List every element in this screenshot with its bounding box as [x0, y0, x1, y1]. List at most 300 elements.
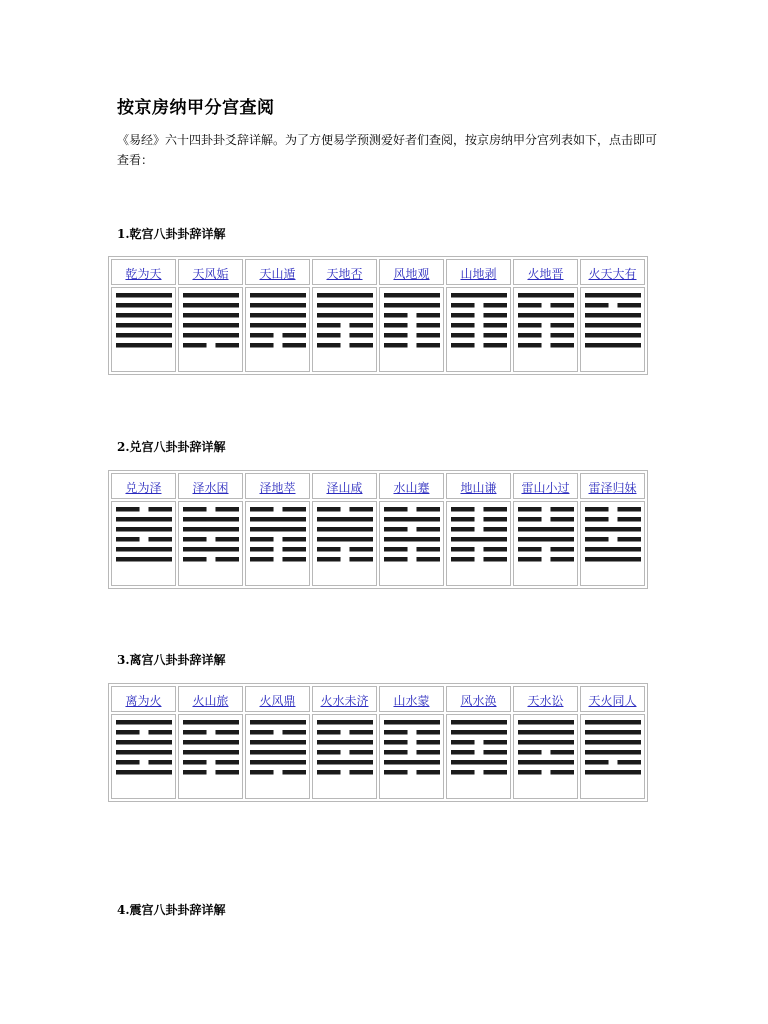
yin-line — [550, 343, 574, 348]
yang-line — [250, 303, 306, 308]
yin-line — [617, 537, 641, 542]
hexagram-link[interactable]: 泽水困 — [192, 480, 229, 495]
hexagram-symbol — [115, 288, 173, 360]
yang-line — [384, 293, 440, 298]
hexagram-link[interactable]: 风地观 — [393, 266, 430, 281]
yang-line — [451, 760, 507, 765]
yang-line — [585, 547, 641, 552]
hexagram-symbol — [249, 502, 307, 574]
yin-line — [317, 507, 341, 512]
yang-line — [317, 740, 373, 745]
yin-line — [550, 547, 574, 552]
yang-line — [451, 720, 507, 725]
yang-line — [518, 527, 574, 532]
yin-line — [617, 507, 641, 512]
hexagram-table-li — [108, 683, 648, 802]
yang-line — [250, 527, 306, 532]
yin-line — [585, 537, 609, 542]
hexagram-figure-cell — [178, 287, 243, 372]
hexagram-link[interactable]: 雷泽归妹 — [588, 480, 637, 495]
hexagram-link[interactable]: 风水涣 — [460, 693, 497, 708]
hexagram-link[interactable]: 水山蹇 — [393, 480, 430, 495]
yin-line — [585, 507, 609, 512]
hexagram-name-cell — [312, 259, 377, 285]
hexagram-name-cell — [513, 686, 578, 712]
yang-line — [317, 303, 373, 308]
yang-line — [183, 517, 239, 522]
yin-line — [183, 343, 207, 348]
hexagram-link[interactable]: 山水蒙 — [393, 693, 430, 708]
hexagram-name-cell — [446, 259, 511, 285]
hexagram-name-cell — [446, 473, 511, 499]
yin-line — [349, 343, 373, 348]
yang-line — [183, 313, 239, 318]
yin-line — [317, 557, 341, 562]
yin-line — [282, 333, 306, 338]
yin-line — [384, 507, 408, 512]
yin-line — [451, 557, 475, 562]
section-heading-dui: 2.兑宫八卦卦辞详解 — [117, 440, 226, 454]
yin-line — [349, 323, 373, 328]
hexagram-figure-cell — [379, 501, 444, 586]
yang-line — [250, 720, 306, 725]
hexagram-symbol — [383, 502, 441, 574]
yang-line — [585, 333, 641, 338]
hexagram-link[interactable]: 离为火 — [125, 693, 162, 708]
yin-line — [518, 343, 542, 348]
yin-line — [116, 730, 140, 735]
yang-line — [116, 750, 172, 755]
yang-line — [451, 293, 507, 298]
yang-line — [585, 770, 641, 775]
yang-line — [116, 313, 172, 318]
yin-line — [483, 323, 507, 328]
yin-line — [550, 333, 574, 338]
yang-line — [384, 760, 440, 765]
hexagram-name-cell — [111, 473, 176, 499]
hexagram-symbol — [249, 288, 307, 360]
yin-line — [384, 333, 408, 338]
yang-line — [384, 303, 440, 308]
yin-line — [483, 343, 507, 348]
yin-line — [215, 507, 239, 512]
yin-line — [518, 770, 542, 775]
yang-line — [384, 537, 440, 542]
yin-line — [250, 333, 274, 338]
yin-line — [451, 343, 475, 348]
yin-line — [384, 527, 408, 532]
yin-line — [518, 333, 542, 338]
yin-line — [215, 760, 239, 765]
hexagram-figure-cell — [178, 501, 243, 586]
hexagram-symbol — [316, 715, 374, 787]
hexagram-figure-cell — [245, 501, 310, 586]
hexagram-name-cell — [379, 473, 444, 499]
yin-line — [550, 557, 574, 562]
yang-line — [518, 293, 574, 298]
yang-line — [585, 557, 641, 562]
hexagram-name-cell — [446, 686, 511, 712]
yin-line — [250, 343, 274, 348]
yin-line — [250, 730, 274, 735]
yin-line — [451, 313, 475, 318]
yin-line — [416, 507, 440, 512]
hexagram-table-qian — [108, 256, 648, 375]
yang-line — [116, 323, 172, 328]
yang-line — [183, 527, 239, 532]
yin-line — [416, 750, 440, 755]
yang-line — [183, 333, 239, 338]
yang-line — [116, 333, 172, 338]
yin-line — [451, 547, 475, 552]
hexagram-name-cell — [312, 686, 377, 712]
yin-line — [215, 770, 239, 775]
yang-line — [116, 720, 172, 725]
yin-line — [250, 537, 274, 542]
yin-line — [282, 557, 306, 562]
hexagram-figure-cell — [379, 714, 444, 799]
yin-line — [550, 770, 574, 775]
yang-line — [116, 293, 172, 298]
hexagram-figure-cell — [580, 501, 645, 586]
yang-line — [250, 293, 306, 298]
yang-line — [183, 293, 239, 298]
yin-line — [483, 547, 507, 552]
yin-line — [349, 750, 373, 755]
hexagram-symbol — [584, 502, 642, 574]
yang-line — [585, 343, 641, 348]
yang-line — [116, 517, 172, 522]
yin-line — [215, 557, 239, 562]
yang-line — [384, 517, 440, 522]
hexagram-link[interactable]: 天水讼 — [527, 693, 564, 708]
yang-line — [250, 760, 306, 765]
hexagram-link[interactable]: 山地剥 — [460, 266, 497, 281]
hexagram-link[interactable]: 雷山小过 — [521, 480, 570, 495]
hexagram-symbol — [450, 715, 508, 787]
yin-line — [116, 760, 140, 765]
yin-line — [183, 537, 207, 542]
hexagram-link[interactable]: 天风姤 — [192, 266, 229, 281]
yin-line — [148, 730, 172, 735]
hexagram-link[interactable]: 火风鼎 — [259, 693, 296, 708]
hexagram-symbol — [182, 502, 240, 574]
hexagram-symbol — [383, 288, 441, 360]
hexagram-name-cell — [111, 259, 176, 285]
yin-line — [585, 760, 609, 765]
yin-line — [617, 760, 641, 765]
hexagram-figure-cell — [312, 714, 377, 799]
yang-line — [317, 720, 373, 725]
yang-line — [518, 760, 574, 765]
yin-line — [183, 730, 207, 735]
yang-line — [116, 303, 172, 308]
yin-line — [116, 537, 140, 542]
yin-line — [148, 760, 172, 765]
hexagram-link[interactable]: 天火同人 — [588, 693, 637, 708]
yin-line — [550, 517, 574, 522]
hexagram-name-cell — [580, 259, 645, 285]
yin-line — [416, 323, 440, 328]
yin-line — [483, 557, 507, 562]
hexagram-link[interactable]: 地山谦 — [460, 480, 497, 495]
yang-line — [183, 323, 239, 328]
yin-line — [483, 333, 507, 338]
yin-line — [451, 527, 475, 532]
hexagram-symbol — [249, 715, 307, 787]
hexagram-link[interactable]: 乾为天 — [125, 266, 162, 281]
hexagram-figure-cell — [245, 714, 310, 799]
yin-line — [518, 547, 542, 552]
yin-line — [384, 740, 408, 745]
yin-line — [451, 750, 475, 755]
yin-line — [518, 303, 542, 308]
yin-line — [250, 557, 274, 562]
yang-line — [116, 547, 172, 552]
yang-line — [585, 527, 641, 532]
yin-line — [550, 507, 574, 512]
yin-line — [483, 507, 507, 512]
hexagram-figure-cell — [446, 714, 511, 799]
yang-line — [585, 730, 641, 735]
yang-line — [585, 740, 641, 745]
yin-line — [183, 507, 207, 512]
hexagram-name-cell — [245, 259, 310, 285]
yin-line — [215, 730, 239, 735]
yin-line — [282, 547, 306, 552]
yin-line — [349, 730, 373, 735]
yin-line — [215, 537, 239, 542]
yin-line — [282, 770, 306, 775]
hexagram-link[interactable]: 兑为泽 — [125, 480, 162, 495]
yang-line — [317, 537, 373, 542]
hexagram-table-dui — [108, 470, 648, 589]
hexagram-symbol — [115, 715, 173, 787]
page-title: 按京房纳甲分宫查阅 — [117, 98, 275, 118]
yin-line — [483, 527, 507, 532]
yang-line — [183, 740, 239, 745]
hexagram-link[interactable]: 天地否 — [326, 266, 363, 281]
hexagram-link[interactable]: 泽山咸 — [326, 480, 363, 495]
yin-line — [451, 333, 475, 338]
yin-line — [518, 507, 542, 512]
yin-line — [349, 547, 373, 552]
hexagram-link[interactable]: 火山旅 — [192, 693, 229, 708]
hexagram-link[interactable]: 火水未济 — [320, 693, 369, 708]
yin-line — [384, 557, 408, 562]
hexagram-figure-cell — [178, 714, 243, 799]
yin-line — [617, 517, 641, 522]
hexagram-name-cell — [312, 473, 377, 499]
yin-line — [116, 507, 140, 512]
yang-line — [384, 720, 440, 725]
yang-line — [317, 527, 373, 532]
yin-line — [183, 770, 207, 775]
yang-line — [116, 557, 172, 562]
yin-line — [416, 730, 440, 735]
hexagram-symbol — [584, 715, 642, 787]
yang-line — [183, 547, 239, 552]
yin-line — [282, 343, 306, 348]
yin-line — [518, 517, 542, 522]
yin-line — [384, 750, 408, 755]
yin-line — [317, 770, 341, 775]
yin-line — [451, 740, 475, 745]
hexagram-link[interactable]: 天山遁 — [259, 266, 296, 281]
yin-line — [282, 730, 306, 735]
yang-line — [585, 750, 641, 755]
hexagram-symbol — [450, 502, 508, 574]
yin-line — [317, 333, 341, 338]
yin-line — [518, 557, 542, 562]
yin-line — [215, 343, 239, 348]
yin-line — [349, 557, 373, 562]
yang-line — [518, 740, 574, 745]
yang-line — [250, 740, 306, 745]
hexagram-name-cell — [379, 686, 444, 712]
hexagram-name-cell — [379, 259, 444, 285]
hexagram-figure-cell — [111, 287, 176, 372]
hexagram-name-cell — [178, 473, 243, 499]
hexagram-symbol — [316, 288, 374, 360]
hexagram-figure-cell — [513, 714, 578, 799]
yin-line — [317, 730, 341, 735]
yin-line — [585, 517, 609, 522]
yin-line — [250, 507, 274, 512]
yin-line — [416, 547, 440, 552]
hexagram-link[interactable]: 泽地萃 — [259, 480, 296, 495]
hexagram-name-cell — [245, 473, 310, 499]
yin-line — [317, 323, 341, 328]
yin-line — [483, 770, 507, 775]
hexagram-figure-cell — [580, 714, 645, 799]
yang-line — [250, 313, 306, 318]
hexagram-symbol — [115, 502, 173, 574]
hexagram-symbol — [517, 288, 575, 360]
yin-line — [183, 760, 207, 765]
hexagram-link[interactable]: 火地晋 — [527, 266, 564, 281]
yin-line — [282, 537, 306, 542]
yang-line — [183, 750, 239, 755]
hexagram-name-cell — [580, 473, 645, 499]
yin-line — [416, 313, 440, 318]
hexagram-symbol — [584, 288, 642, 360]
yin-line — [451, 517, 475, 522]
hexagram-name-cell — [513, 473, 578, 499]
yin-line — [148, 537, 172, 542]
yang-line — [250, 517, 306, 522]
hexagram-symbol — [316, 502, 374, 574]
yin-line — [384, 343, 408, 348]
yin-line — [282, 507, 306, 512]
yang-line — [518, 313, 574, 318]
yin-line — [183, 557, 207, 562]
yang-line — [518, 730, 574, 735]
yin-line — [317, 750, 341, 755]
hexagram-symbol — [450, 288, 508, 360]
yang-line — [518, 720, 574, 725]
yang-line — [451, 537, 507, 542]
yang-line — [585, 313, 641, 318]
yin-line — [384, 547, 408, 552]
hexagram-name-cell — [111, 686, 176, 712]
hexagram-figure-cell — [312, 501, 377, 586]
yang-line — [317, 760, 373, 765]
yin-line — [148, 507, 172, 512]
yin-line — [384, 730, 408, 735]
yin-line — [416, 770, 440, 775]
yang-line — [585, 720, 641, 725]
hexagram-figure-cell — [513, 501, 578, 586]
yin-line — [416, 740, 440, 745]
yin-line — [483, 750, 507, 755]
hexagram-figure-cell — [513, 287, 578, 372]
hexagram-figure-cell — [446, 287, 511, 372]
yang-line — [585, 293, 641, 298]
hexagram-link[interactable]: 火天大有 — [588, 266, 637, 281]
hexagram-symbol — [383, 715, 441, 787]
yang-line — [317, 313, 373, 318]
hexagram-figure-cell — [379, 287, 444, 372]
hexagram-symbol — [182, 288, 240, 360]
yin-line — [518, 750, 542, 755]
yin-line — [349, 770, 373, 775]
yin-line — [250, 547, 274, 552]
yin-line — [483, 740, 507, 745]
yang-line — [183, 720, 239, 725]
yin-line — [483, 517, 507, 522]
yin-line — [416, 527, 440, 532]
intro-paragraph: 《易经》六十四卦卦爻辞详解。为了方便易学预测爱好者们查阅，按京房纳甲分宫列表如下，点击即可查看： — [117, 133, 658, 167]
yang-line — [451, 730, 507, 735]
yang-line — [250, 323, 306, 328]
yin-line — [349, 333, 373, 338]
yin-line — [617, 303, 641, 308]
hexagram-name-cell — [245, 686, 310, 712]
yin-line — [384, 313, 408, 318]
yang-line — [116, 740, 172, 745]
yang-line — [250, 750, 306, 755]
hexagram-name-cell — [178, 686, 243, 712]
yin-line — [317, 343, 341, 348]
hexagram-figure-cell — [312, 287, 377, 372]
hexagram-figure-cell — [580, 287, 645, 372]
yin-line — [317, 547, 341, 552]
yang-line — [116, 527, 172, 532]
section-heading-qian: 1.乾宫八卦卦辞详解 — [117, 227, 226, 241]
hexagram-symbol — [182, 715, 240, 787]
yin-line — [550, 750, 574, 755]
yin-line — [416, 557, 440, 562]
yin-line — [483, 313, 507, 318]
yin-line — [451, 770, 475, 775]
yin-line — [451, 507, 475, 512]
hexagram-figure-cell — [111, 714, 176, 799]
hexagram-name-cell — [178, 259, 243, 285]
yin-line — [250, 770, 274, 775]
yin-line — [550, 323, 574, 328]
yang-line — [518, 537, 574, 542]
yang-line — [116, 343, 172, 348]
hexagram-symbol — [517, 715, 575, 787]
yin-line — [518, 323, 542, 328]
yin-line — [384, 770, 408, 775]
yang-line — [116, 770, 172, 775]
hexagram-symbol — [517, 502, 575, 574]
yin-line — [483, 303, 507, 308]
section-heading-zhen: 4.震宫八卦卦辞详解 — [117, 903, 226, 917]
hexagram-name-cell — [513, 259, 578, 285]
